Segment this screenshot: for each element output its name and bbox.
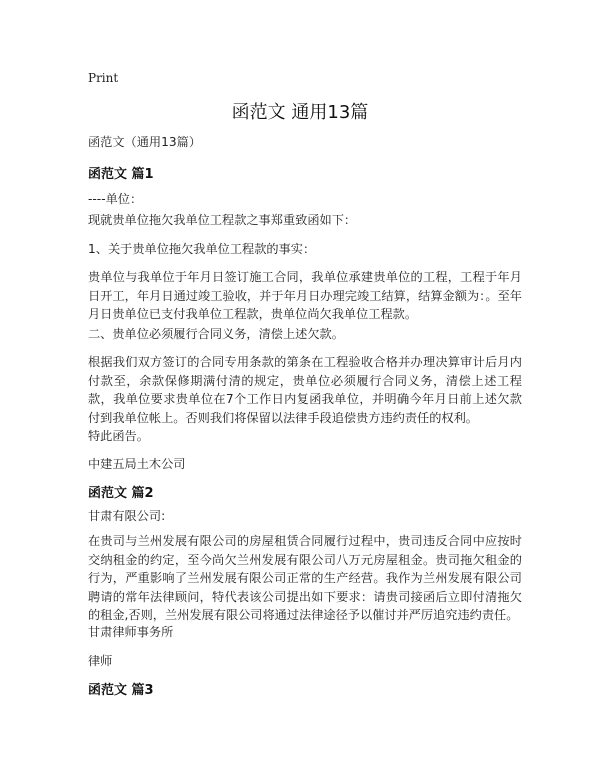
paragraph: ----单位： xyxy=(88,192,143,206)
paragraph: 现就贵单位拖欠我单位工程款之事郑重致函如下： xyxy=(88,213,357,227)
page-title: 函范文 通用13篇 xyxy=(231,102,369,123)
paragraph: 特此函告。 xyxy=(88,429,149,443)
paragraph: 二、贵单位必须履行合同义务，清偿上述欠款。 xyxy=(88,327,344,341)
paragraph: 在贵司与兰州发展有限公司的房屋租赁合同履行过程中，贵司违反合同中应按时交纳租金的约定，至今尚欠兰州发展有限公司八万元房屋租金。贵司拖欠租金的行为，严重影响了兰州发展有限公司正常的生产经营。我作为兰州发展有限公司聘请的常年法律顾问，特代表该公司提出如下要求：请贵司接函后立即付清拖欠的租金,否则，兰州发展有限公司将通过法律途径予以催讨并严厉追究违约责任。 xyxy=(88,534,522,622)
paragraph: 1、关于贵单位拖欠我单位工程款的事实： xyxy=(88,242,316,256)
paragraph: 律师 xyxy=(88,654,113,668)
paragraph: 甘肃律师事务所 xyxy=(88,625,174,639)
paragraph: 甘肃有限公司: xyxy=(88,509,166,523)
subtitle: 函范文（通用13篇） xyxy=(88,135,202,149)
section-heading-3: 函范文 篇3 xyxy=(88,683,154,698)
paragraph: 中建五局土木公司 xyxy=(88,457,186,471)
print-label: Print xyxy=(88,71,119,85)
paragraph: 根据我们双方签订的合同专用条款的第条在工程验收合格并办理决算审计后月内付款至，余款保修期满付清的规定，贵单位必须履行合同义务，清偿上述工程款，我单位要求贵单位在7个工作日内复函我单位，并明确今年月日前上述欠款付到我单位帐上。否则我们将保留以法律手段追偿贵方违约责任的权利。 xyxy=(88,355,522,425)
section-heading-1: 函范文 篇1 xyxy=(88,167,154,182)
paragraph: 贵单位与我单位于年月日签订施工合同，我单位承建贵单位的工程，工程于年月日开工，年月日通过竣工验收，并于年月日办理完竣工结算，结算金额为：。至年月日贵单位已支付我单位工程款，贵单位尚欠我单位工程款。 xyxy=(88,270,522,321)
section-heading-2: 函范文 篇2 xyxy=(88,486,154,501)
